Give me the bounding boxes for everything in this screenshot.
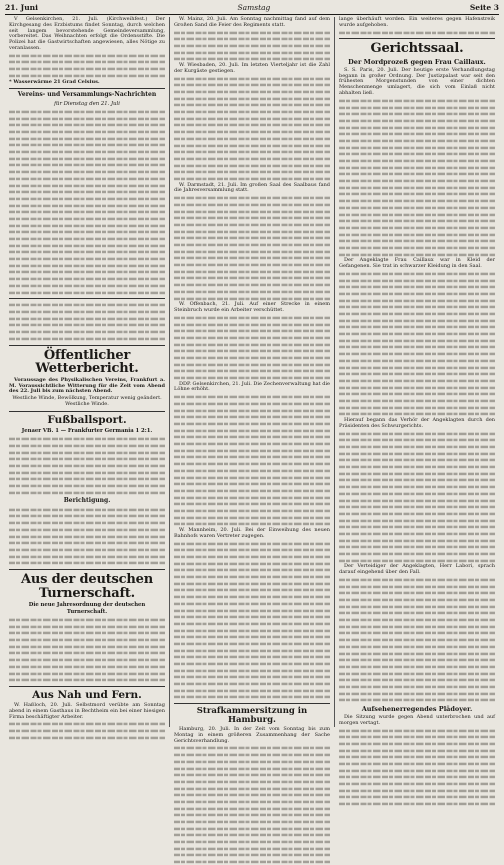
text-block (174, 195, 330, 301)
court-subheadline: Der Mordprozeß gegen Frau Caillaux. (348, 58, 486, 67)
court-text-2: Der Angeklagte Frau Caillaux war in Kleid der Gefangenen. Sie trat in schwarzer Kleidung in den Saal. (339, 257, 495, 270)
text-block (339, 431, 495, 564)
divider (9, 411, 165, 412)
text-block (9, 617, 165, 683)
text-block (174, 541, 330, 701)
column-3 (334, 17, 499, 727)
text-block (9, 507, 165, 566)
article-offenbach: W. Offenbach, 21. Juli. Auf einer Strecke in einem Steinbruch wurde ein Arbeiter verschüttet. (174, 301, 330, 314)
text-block (339, 271, 495, 417)
text-block (9, 302, 165, 341)
region-headline: Aus Nah und Fern. (32, 689, 142, 702)
court-text-3: Hierauf begann das Verhör der Angeklagten durch den Präsidenten des Schwurgerichts. (339, 417, 495, 429)
divider (339, 38, 495, 39)
court-headline: Gerichtssaal. (370, 41, 464, 57)
court-text-4: Der Verteidiger der Angeklagten, Herr Labori, sprach darauf eingehend über den Fall. (339, 563, 495, 576)
weather-headline: Öffentlicher Wetterbericht. (35, 347, 139, 377)
divider (9, 345, 165, 346)
article-darmstadt: W. Darmstadt, 21. Juli. Im großen Saal des Saalbaus fand die Jahresversammlung statt. (174, 181, 330, 194)
article-hamburg: Hamburg, 20. Juli. In der Zeit vom Sonntag bis zum Montag in einem größeren Zusammenhang der Sache Gerichtsverhandlung. (174, 726, 330, 744)
court-section-title: Aufsehenerregendes Plädoyer. (361, 705, 473, 714)
column-1 (5, 17, 169, 727)
text-block (9, 109, 165, 295)
divider (9, 686, 165, 687)
text-block (174, 745, 330, 864)
correction-title: Berichtigung. (63, 497, 111, 505)
header-page-number: Seite 3 (469, 3, 499, 12)
text-block (9, 436, 165, 495)
page-header (5, 2, 499, 15)
text-block (339, 30, 495, 36)
divider (9, 298, 165, 299)
section-title: Vereins- und Versammlungs-Nachrichten (17, 91, 157, 99)
weather-text: Voraussage des Physikalischen Vereins, Frankfurt a. M. Voraussichtliche Witterung für die Zeit vom Abend des 22. Juli bis zum nächsten Abend. (9, 376, 165, 395)
text-block (174, 315, 330, 381)
article-mannheim: W. Mannheim, 20. Juli. Bei der Einweihung des neuen Bahnhofs waren Vertreter zugegen. (174, 527, 330, 539)
article-wiesbaden: W. Wiesbaden, 20. Juli. Im letzten Vierteljahr ist die Zahl der Kurgäste gestiegen. (174, 62, 330, 74)
divider (9, 88, 165, 89)
article-gelsenkirchen: DDP. Gelsenkirchen, 21. Juli. Die Zechenverwaltung hat die Löhne erhöht. (174, 380, 331, 393)
article-continuation: lange überhäuft worden. Ein weiteres gegen Hafenstreik wurde aufgehoben. (339, 16, 495, 28)
text-block (339, 98, 495, 258)
court-text-5: Die Sitzung wurde gegen Abend unterbrochen und auf morgen vertagt. (339, 713, 495, 726)
text-block (174, 30, 330, 63)
article-mainz: W. Mainz, 20. Juli. Am Sonntag nachmittag fand auf dem Großen Sand die Feier des Regiments statt. (174, 16, 330, 28)
text-block (174, 76, 330, 182)
court-section-headline: Strafkammersitzung in Hamburg. (196, 706, 308, 726)
column-2 (169, 16, 334, 744)
article-intro: V Gelsenkirchen, 21. Juli. (Kirchweihfest.) Der Kirchgesang des Erzbistums findet Sonntag, durch welchen seit langem bevorstehende Gemeindeversammlung, vorbereitet. Das Weihnachten erfolgt die Ordensstifte. Die Polizei hat die Gastwirtschaften angewiesen, alles Nötige zu veranlassen. (9, 16, 165, 51)
columns (5, 16, 499, 744)
text-block (9, 721, 165, 740)
football-headline: Fußballsport. (47, 413, 127, 426)
divider (9, 569, 165, 570)
header-weekday: Samstag (237, 3, 271, 12)
divider (174, 703, 330, 704)
court-text-1: S. S. Paris, 20. Juli. Der heutige erste Verhandlungstag begann in großer Ordnung. Der Justizpalast war seit den frühesten Morgenstunden von einer dichten Menschenmenge umlagert, die sich vom Einlaß nicht abhalten ließ. (339, 66, 495, 97)
football-subtitle: Jenaer VB. 1 — Frankfurter Germania 1 2:1. (21, 427, 153, 434)
turnfest-subtitle: Die neue Jahresordnung der deutschen Turnerschaft. (28, 602, 146, 615)
text-block (339, 728, 495, 807)
text-block (339, 577, 495, 703)
weather-forecast: Westliche Winde, Bewölkung, Temperatur wenig geändert. Westliche Winde. (12, 395, 162, 408)
turnfest-headline: Aus der deutschen Turnerschaft. (21, 572, 153, 601)
text-block (174, 394, 330, 527)
text-block (9, 53, 165, 79)
section-subtitle: für Dienstag den 21. Juli (54, 100, 120, 107)
header-date: 21. Juni (5, 3, 38, 12)
region-text: W. Haßloch, 20. Juli. Selbstmord verübte am Sonntag abend in einem Gasthaus in Bechtheim ein bei einer hiesigen Firma beschäftigter Arbeiter. (9, 702, 165, 720)
temperature-note: * Wasserwärme 21 Grad Celsius. (9, 78, 100, 85)
